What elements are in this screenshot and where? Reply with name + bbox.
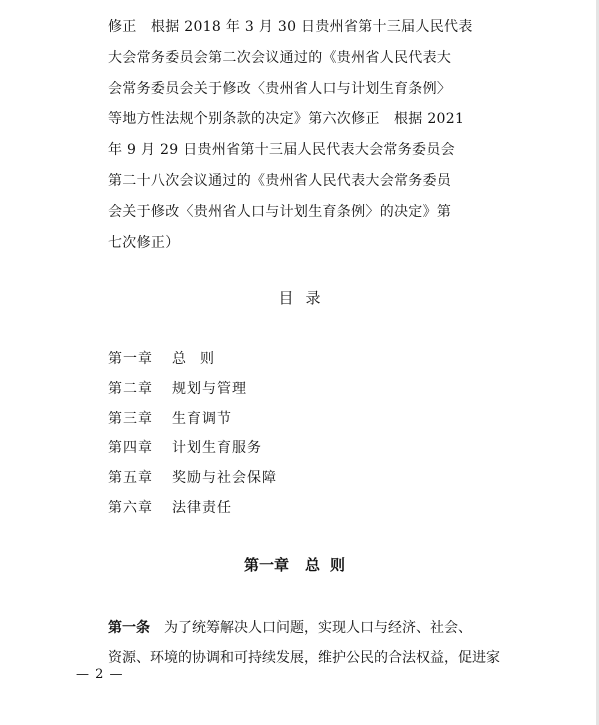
revision-history-paragraph	[108, 12, 498, 258]
toc-chapter-title: 规划与管理	[172, 380, 247, 397]
toc-chapter-number: 第六章	[108, 499, 153, 516]
toc-item	[108, 434, 277, 464]
chapter-heading	[0, 554, 599, 575]
table-of-contents	[108, 345, 277, 524]
toc-chapter-title: 总则	[172, 351, 228, 367]
article-paragraph	[108, 613, 528, 673]
paragraph-line: 年 9 月 29 日贵州省第十三届人民代表大会常务委员会	[108, 142, 455, 159]
toc-item	[108, 494, 277, 524]
toc-chapter-number: 第五章	[108, 470, 153, 487]
article-label: 第一条	[108, 620, 150, 636]
toc-item	[108, 464, 277, 494]
paragraph-line: 等地方性法规个别条款的决定》第六次修正 根据 2021	[108, 111, 465, 128]
paragraph-line: 修正 根据 2018 年 3 月 30 日贵州省第十三届人民代表	[108, 19, 473, 35]
toc-chapter-number: 第二章	[108, 380, 153, 397]
paragraph-line: 会常务委员会关于修改〈贵州省人口与计划生育条例〉	[108, 80, 452, 97]
paragraph-line	[108, 613, 528, 643]
toc-heading: 目录	[278, 289, 333, 307]
toc-chapter-number: 第四章	[108, 440, 153, 457]
page-number: — 2 —	[76, 667, 124, 682]
toc-item	[108, 405, 277, 435]
paragraph-line: 会关于修改〈贵州省人口与计划生育条例〉的决定》第	[108, 203, 452, 220]
toc-chapter-title: 法律责任	[172, 499, 232, 516]
toc-item	[108, 345, 277, 375]
toc-chapter-title: 计划生育服务	[172, 440, 262, 457]
article-text: 为了统筹解决人口问题，实现人口与经济、社会、	[164, 620, 472, 636]
paragraph-line: 大会常务委员会第二次会议通过的《贵州省人民代表大	[108, 49, 452, 66]
toc-item	[108, 375, 277, 405]
chapter-title: 总则	[305, 556, 356, 574]
paragraph-line: 七次修正）	[108, 234, 180, 251]
toc-chapter-title: 奖励与社会保障	[172, 470, 277, 487]
paragraph-line: 第二十八次会议通过的《贵州省人民代表大会常务委员	[108, 172, 452, 189]
toc-chapter-number: 第一章	[108, 351, 153, 367]
chapter-number: 第一章	[243, 556, 289, 574]
paragraph-line: 资源、环境的协调和可持续发展，维护公民的合法权益，促进家	[108, 650, 500, 666]
toc-chapter-number: 第三章	[108, 410, 153, 427]
toc-chapter-title: 生育调节	[172, 410, 232, 427]
